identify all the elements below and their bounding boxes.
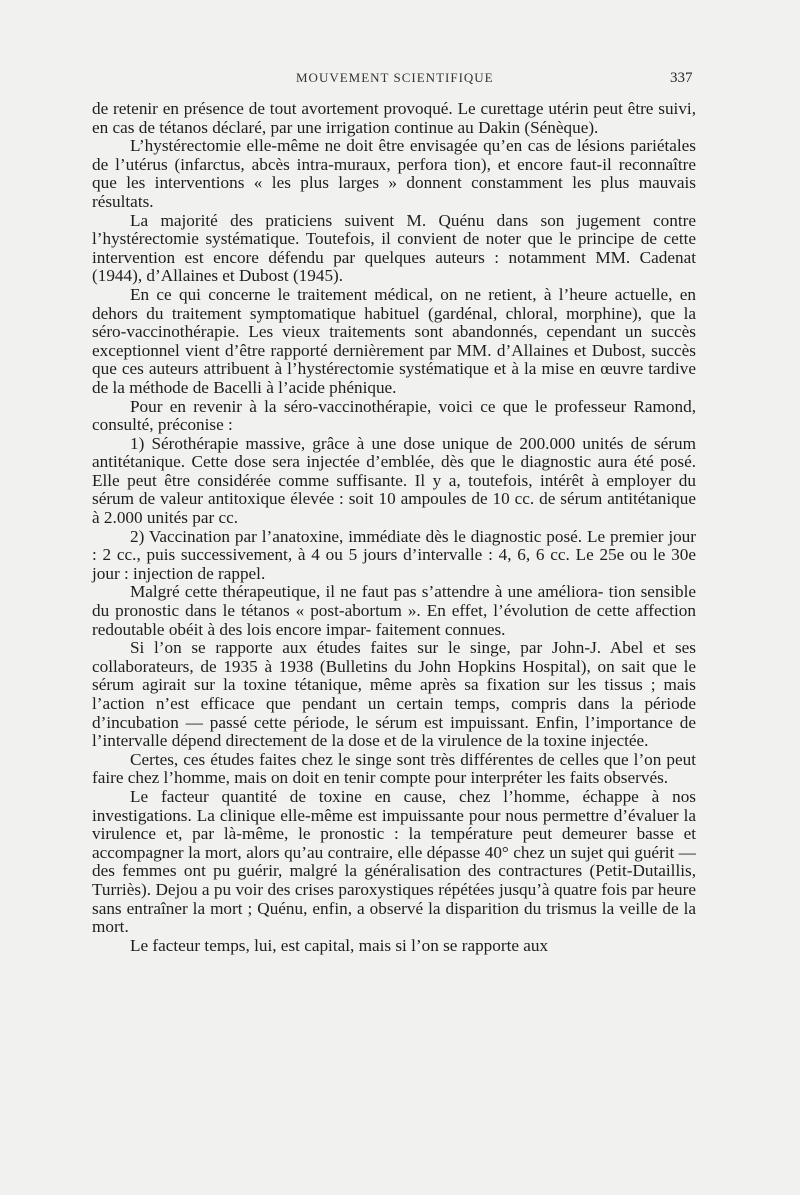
paragraph-ramond: Pour en revenir à la séro-vaccinothérapie, voici ce que le professeur Ramond, consulté, préconise :: [92, 396, 696, 435]
paragraph-serotherapy: 1) Sérothérapie massive, grâce à une dose unique de 200.000 unités de sérum antitétanique. Cette dose sera injectée d’emblée, dès que le diagnostic aura été posé. Elle peut être considérée comme suffisante. Il y a, toutefois, intérêt à employer du sérum de valeur antitoxique élevée : soit 10 ampoules de 10 cc. de sérum antitétanique à 2.000 unités par cc.: [92, 433, 696, 528]
paragraph-continuation: de retenir en présence de tout avortement provoqué. Le curettage utérin peut être suivi, en cas de tétanos déclaré, par une irrigation continue au Dakin (Sénèque).: [92, 99, 696, 137]
paragraph-vaccination: 2) Vaccination par l’anatoxine, immédiate dès le diagnostic posé. Le premier jour : 2 cc., puis successivement, à 4 ou 5 jours d’intervalle : 4, 6, 6 cc. Le 25e ou le 30e jour : injection de rappel.: [92, 526, 696, 583]
running-head: [0, 66, 800, 90]
running-title: MOUVEMENT SCIENTIFIQUE: [296, 70, 494, 85]
paragraph-monkey-studies: Certes, ces études faites chez le singe sont très différentes de celles que l’on peut faire chez l’homme, mais on doit en tenir compte pour interpréter les faits observés.: [92, 749, 696, 788]
body-text: [92, 100, 696, 955]
paragraph-prognosis: Malgré cette thérapeutique, il ne faut pas s’attendre à une améliora- tion sensible du pronostic dans le tétanos « post-abortum ». En effet, l’évolution de cette affection redoutable obéit à des lois encore impar- faitement connues.: [92, 582, 696, 639]
paragraph-practitioners: La majorité des praticiens suivent M. Quénu dans son jugement contre l’hystérectomie systématique. Toutefois, il convient de noter que le principe de cette intervention est encore défendu par quelques auteurs : notamment MM. Cadenat (1944), d’Allaines et Dubost (1945).: [92, 210, 696, 286]
paragraph-hysterectomy: L’hystérectomie elle-même ne doit être envisagée qu’en cas de lésions pariétales de l’utérus (infarctus, abcès intra-muraux, perfora tion), et encore faut-il reconnaître que les interventions « les plus larges » donnent constamment les plus mauvais résultats.: [92, 136, 696, 211]
paragraph-abel-studies: Si l’on se rapporte aux études faites sur le singe, par John-J. Abel et ses collaborateurs, de 1935 à 1938 (Bulletins du John Hopkins Hospital), on sait que le sérum agirait sur la toxine tétanique, même après sa fixation sur les tissus ; mais l’action n’est efficace que pendant un certain temps, compris dans la période d’incubation — passé cette période, le sérum est impuissant. Enfin, l’importance de l’intervalle dépend directement de la dose et de la virulence de la toxine injectée.: [92, 638, 696, 751]
paragraph-medical-treatment: En ce qui concerne le traitement médical, on ne retient, à l’heure actuelle, en dehors du traitement symptomatique habituel (gardénal, chloral, morphine), que la séro-vaccinothérapie. Les vieux traitements sont abandonnés, cependant un succès exceptionnel vient d’être rapporté dernièrement par MM. d’Allaines et Dubost, succès que ces auteurs attribuent à l’hystérectomie systématique et à la mise en œuvre tardive de la méthode de Bacelli à l’acide phénique.: [92, 284, 696, 397]
page-number: 337: [670, 70, 693, 86]
paragraph-toxin-quantity: Le facteur quantité de toxine en cause, chez l’homme, échappe à nos investigations. La clinique elle-même est impuissante pour nous permettre d’évaluer la virulence et, par là-même, le pronostic : la température peut demeurer basse et accompagner la mort, alors qu’au contraire, elle dépasse 40° chez un sujet qui guérit — des femmes ont pu guérir, malgré la généralisation des contractures (Petit-Dutaillis, Turriès). Dejou a pu voir des crises paroxystiques répétées jusqu’à quatre fois par heure sans entraîner la mort ; Quénu, enfin, a observé la disparition du trismus la veille de la mort.: [92, 786, 696, 937]
paragraph-time-factor: Le facteur temps, lui, est capital, mais si l’on se rapporte aux: [130, 935, 549, 955]
